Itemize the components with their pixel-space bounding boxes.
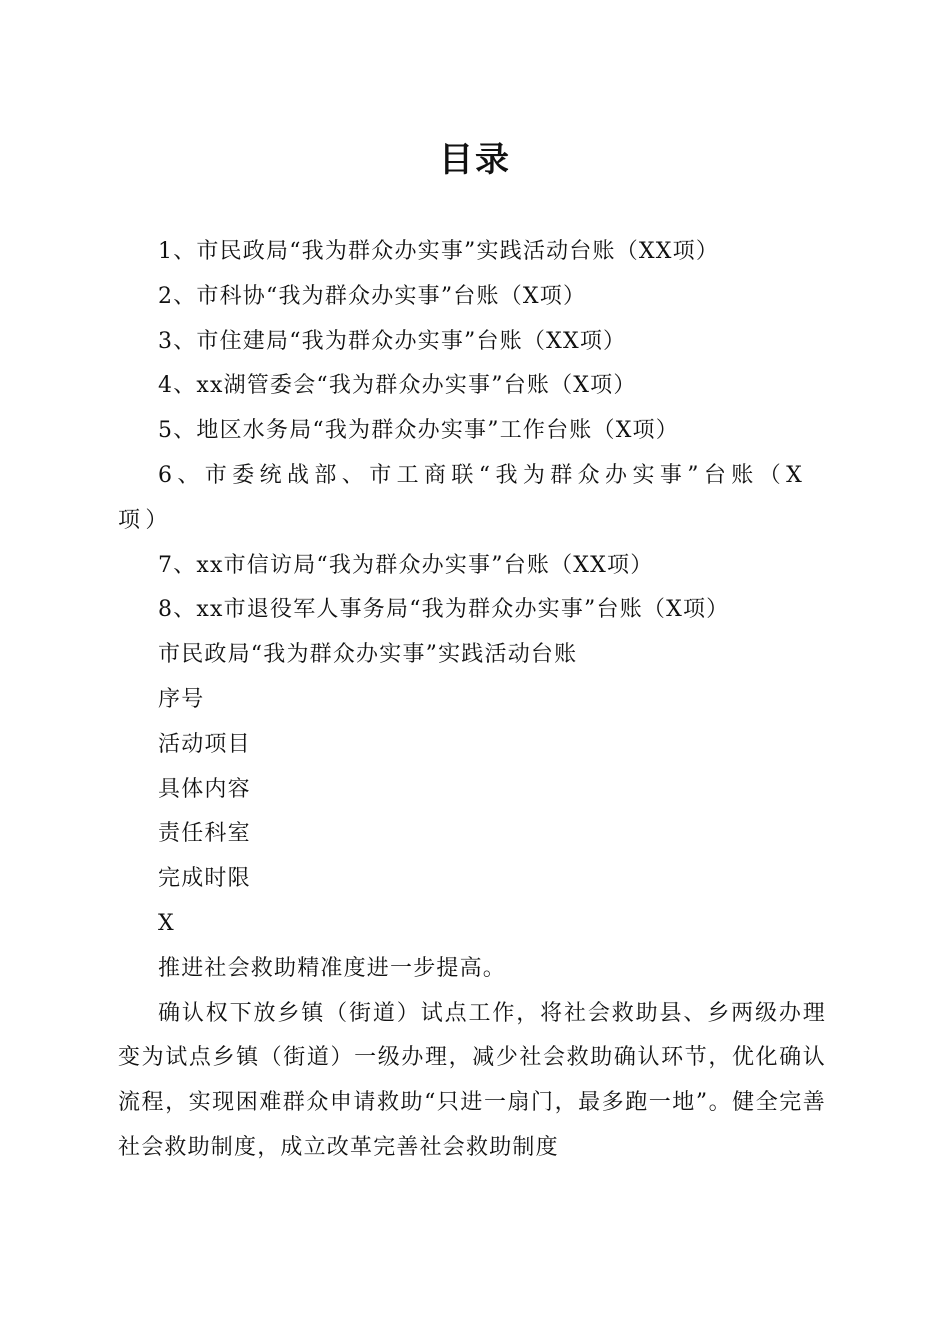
toc-item-7: 7、xx市信访局“我为群众办实事”台账（XX项）	[158, 552, 654, 578]
toc-item-2: 2、市科协“我为群众办实事”台账（X项）	[158, 283, 587, 309]
header-serial-number: 序号	[158, 686, 205, 712]
header-activity-item: 活动项目	[158, 731, 251, 757]
ledger-title: 市民政局“我为群众办实事”实践活动台账	[158, 642, 578, 668]
toc-item-3: 3、市住建局“我为群众办实事”台账（XX项）	[158, 328, 627, 354]
toc-item-5: 5、地区水务局“我为群众办实事”工作台账（X项）	[158, 418, 679, 444]
toc-item-1: 1、市民政局“我为群众办实事”实践活动台账（XX项）	[158, 239, 720, 264]
toc-item-6: 6、市委统战部、市工商联“我为群众办实事”台账（X项）	[118, 462, 808, 533]
content-paragraph: 确认权下放乡镇（街道）试点工作，将社会救助县、乡两级办理变为试点乡镇（街道）一级办理，减少社会救助确认环节，优化确认流程，实现困难群众申请救助“只进一扇门，最多跑一地”。健全完善社会救助制度，成立改革完善社会救助制度	[118, 1000, 826, 1160]
table-of-contents	[118, 230, 826, 633]
header-specific-content: 具体内容	[158, 776, 251, 802]
document-body	[118, 230, 826, 1171]
toc-item-4: 4、xx湖管委会“我为群众办实事”台账（X项）	[158, 373, 637, 399]
header-deadline: 完成时限	[158, 866, 251, 892]
activity-item-text: 推进社会救助精准度进一步提高。	[158, 955, 507, 981]
toc-item-8: 8、xx市退役军人事务局“我为群众办实事”台账（X项）	[158, 597, 730, 623]
header-responsible-department: 责任科室	[158, 821, 251, 847]
page-title: 目录	[439, 140, 511, 180]
row-number: X	[158, 910, 175, 936]
